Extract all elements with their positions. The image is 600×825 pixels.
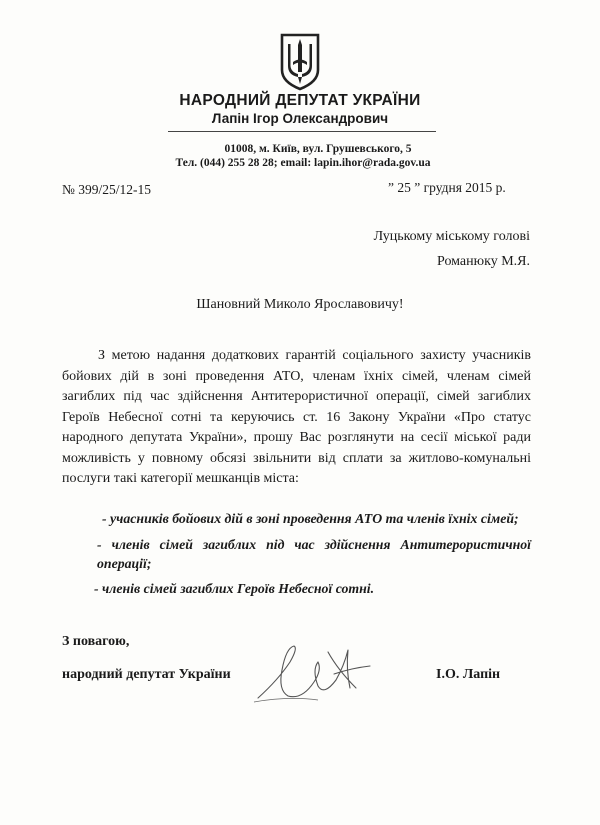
- recipient-name: Романюку М.Я.: [437, 254, 530, 269]
- signature: [248, 640, 378, 706]
- salutation: Шановний Миколо Ярославовичу!: [196, 297, 404, 312]
- letterhead-address: 01008, м. Київ, вул. Грушевського, 5: [224, 143, 412, 155]
- letterhead-contacts: Тел. (044) 255 28 28; email: lapin.ihor@rada.gov.ua: [175, 157, 431, 169]
- reference-number: № 399/25/12-15: [62, 182, 152, 197]
- closing-regards: З повагою,: [62, 634, 130, 649]
- letter-body: З метою надання додаткових гарантій соціального захисту учасників бойових дій в зоні проведення АТО, членам їхніх сімей, членам сімей загиблих під час здійснення Антитерористичної операції, сімей загиблих Героїв Небесної сотні та керуючись ст. 16 Закону України «Про статус народного депутата України», прошу Вас розглянути на сесії міської ради можливість у повному обсязі звільнити від сплати за житлово-комунальні послуги такі категорії мешканців міста:: [62, 348, 531, 486]
- letterhead-name: Лапін Ігор Олександрович: [211, 111, 389, 126]
- letter-date: ” 25 ” грудня 2015 р.: [388, 180, 506, 195]
- signatory-position: народний депутат України: [62, 667, 231, 682]
- letterhead-divider: [168, 131, 436, 132]
- trident-icon: [278, 32, 322, 92]
- recipient-title: Луцькому міському голові: [373, 229, 530, 244]
- signatory-name: І.О. Лапін: [436, 667, 501, 682]
- list-item: - членів сімей загиблих під час здійснення Антитерористичної операції;: [97, 537, 531, 571]
- list-item: - учасників бойових дій в зоні проведення АТО та членів їхніх сімей;: [102, 511, 519, 526]
- letterhead-title: НАРОДНИЙ ДЕПУТАТ УКРАЇНИ: [179, 92, 421, 109]
- list-item: - членів сімей загиблих Героїв Небесної сотні.: [94, 581, 375, 596]
